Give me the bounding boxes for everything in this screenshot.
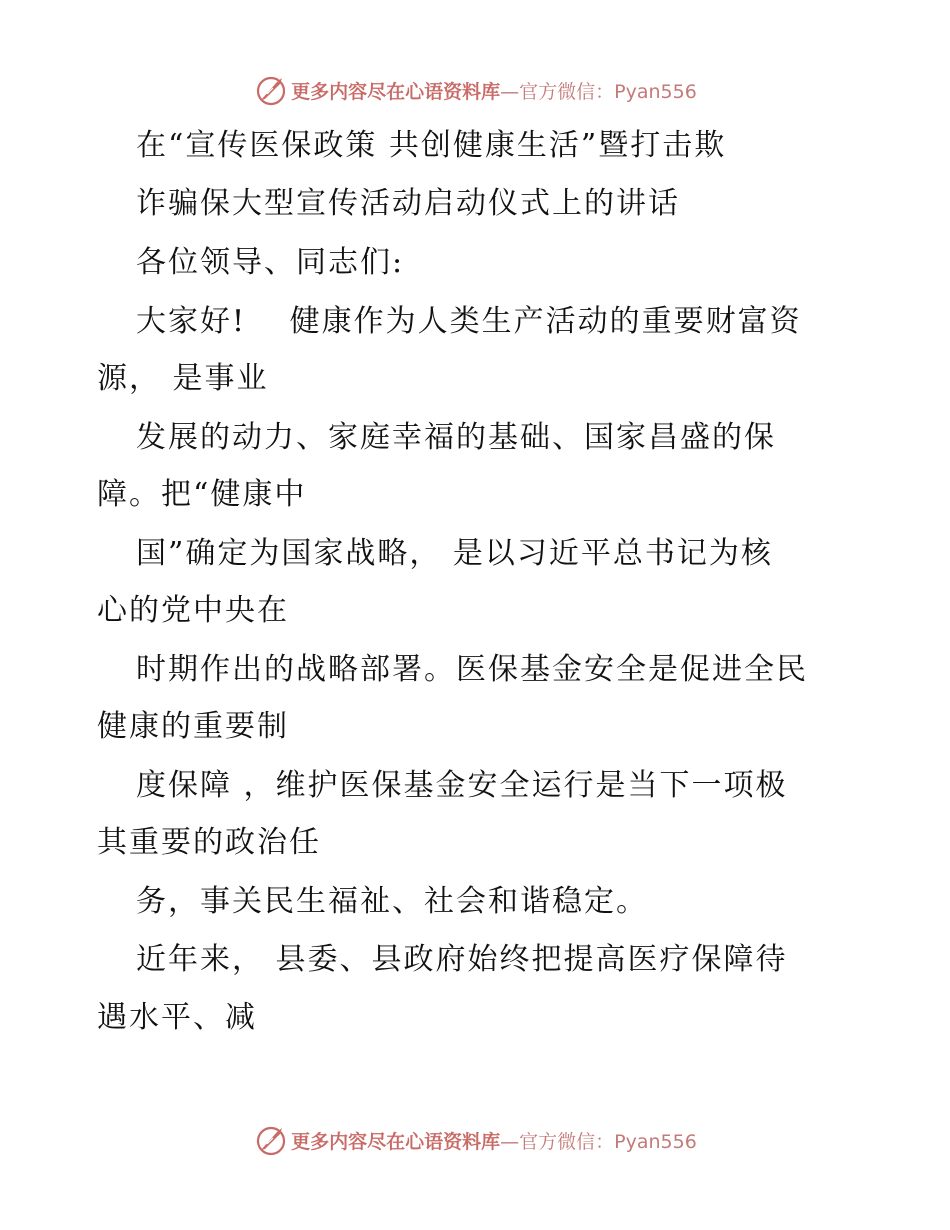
- text-line: 遇水平、减: [97, 1000, 257, 1035]
- quill-logo-icon: [253, 1122, 289, 1158]
- watermark-brand: 更多内容尽在心语资料库: [291, 80, 501, 103]
- text-line: 度保障 ，维护医保基金安全运行是当下一项极: [136, 768, 788, 803]
- text-line: 障。把“健康中: [97, 477, 307, 512]
- text-line: 各位领导、同志们:: [136, 245, 405, 280]
- footer-watermark: [0, 1122, 950, 1158]
- watermark-wechat: —官方微信：Pyan556: [500, 80, 697, 103]
- text-line: 务，事关民生福祉、社会和谐稳定。: [136, 884, 648, 919]
- text-line: 发展的动力、家庭幸福的基础、国家昌盛的保: [136, 420, 776, 455]
- text-line: 在“宣传医保政策 共创健康生活”暨打击欺: [136, 128, 727, 163]
- watermark-brand: 更多内容尽在心语资料库: [291, 1130, 501, 1153]
- header-watermark: [0, 72, 950, 108]
- text-line: 国”确定为国家战略， 是以习近平总书记为核: [136, 536, 773, 571]
- text-line: 健康的重要制: [97, 709, 289, 744]
- watermark-wechat: —官方微信：Pyan556: [500, 1130, 697, 1153]
- text-line: 心的党中央在: [97, 593, 289, 628]
- watermark-text: [291, 77, 697, 104]
- text-line: 其重要的政治任: [97, 825, 321, 860]
- text-line: 近年来， 县委、县政府始终把提高医疗保障待: [136, 942, 788, 977]
- text-line: 大家好! 健康作为人类生产活动的重要财富资: [136, 304, 802, 339]
- watermark-text: [291, 1127, 697, 1154]
- quill-logo-icon: [253, 72, 289, 108]
- text-line: 时期作出的战略部署。医保基金安全是促进全民: [136, 652, 808, 687]
- text-line: 诈骗保大型宣传活动启动仪式上的讲话: [136, 186, 680, 221]
- text-line: 源， 是事业: [97, 361, 269, 396]
